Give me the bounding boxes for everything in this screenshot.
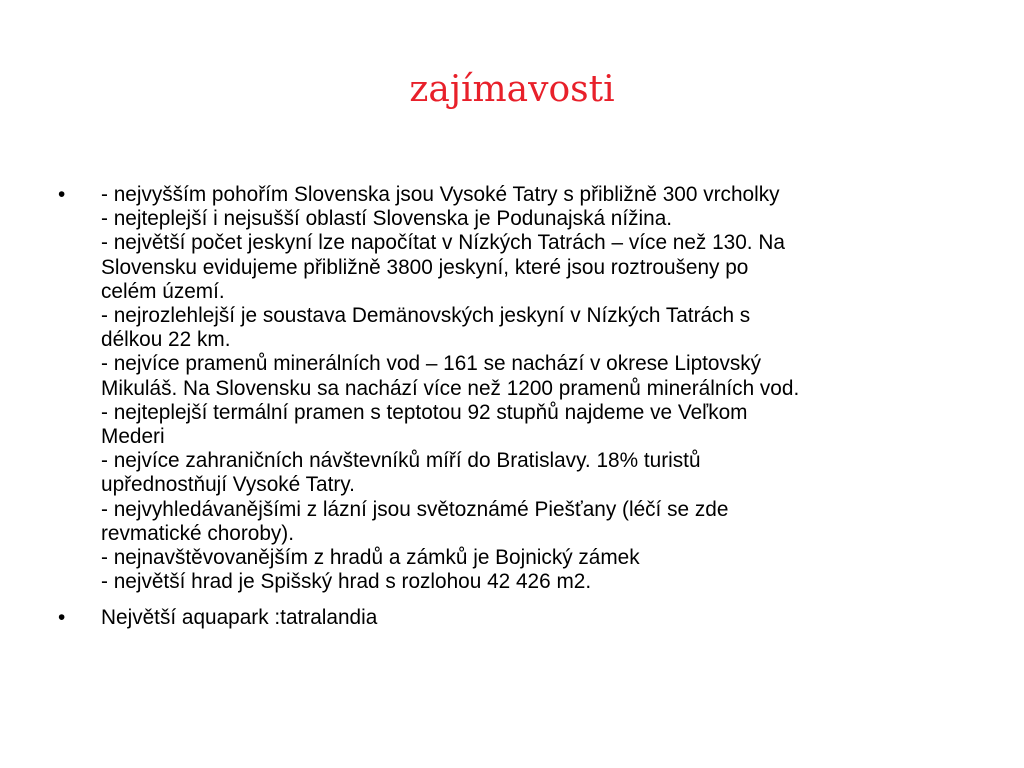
fact-line: celém území.: [101, 279, 225, 303]
fact-line: - nejteplejší termální pramen s teptotou 92 stupňů najdeme ve Veľkom: [101, 400, 748, 424]
fact-line: - největší počet jeskyní lze napočítat v Nízkých Tatrách – více než 130. Na: [101, 231, 785, 255]
fact-line: Mikuláš. Na Slovensku sa nachází více než 1200 pramenů minerálních vod.: [101, 376, 800, 400]
fact-line: - nejvyšším pohořím Slovenska jsou Vysoké Tatry s přibližně 300 vrcholky: [101, 183, 780, 206]
fact-line: - největší hrad je Spišský hrad s rozlohou 42 426 m2.: [101, 570, 592, 594]
fact-line: - nejvíce pramenů minerálních vod – 161 se nachází v okrese Liptovský: [101, 352, 762, 376]
fact-line: upřednostňují Vysoké Tatry.: [101, 473, 355, 497]
slide-title: zajímavosti: [409, 69, 615, 110]
fact-line: revmatické choroby).: [101, 521, 295, 545]
bullet-item-aquapark: [56, 606, 976, 630]
bullet-icon: •: [58, 606, 66, 630]
fact-line: Slovensku evidujeme přibližně 3800 jeskyní, které jsou roztroušeny po: [101, 255, 749, 279]
fact-line: - nejrozlehlejší je soustava Demänovských jeskyní v Nízkých Tatrách s: [101, 304, 751, 328]
aquapark-line: Největší aquapark :tatralandia: [101, 606, 378, 630]
bullet-item-facts: [56, 183, 976, 594]
bullet-list: [56, 183, 976, 643]
fact-line: délkou 22 km.: [101, 328, 231, 352]
bullet-icon: •: [58, 183, 66, 206]
fact-line: - nejvíce zahraničních návštevníků míří do Bratislavy. 18% turistů: [101, 449, 701, 473]
fact-line: - nejnavštěvovanějším z hradů a zámků je Bojnický zámek: [101, 546, 640, 570]
fact-line: Mederi: [101, 425, 165, 449]
fact-line: - nejteplejší i nejsušší oblastí Slovenska je Podunajská nížina.: [101, 207, 673, 231]
fact-line: - nejvyhledávanějšími z lázní jsou světoznámé Piešťany (léčí se zde: [101, 497, 729, 521]
